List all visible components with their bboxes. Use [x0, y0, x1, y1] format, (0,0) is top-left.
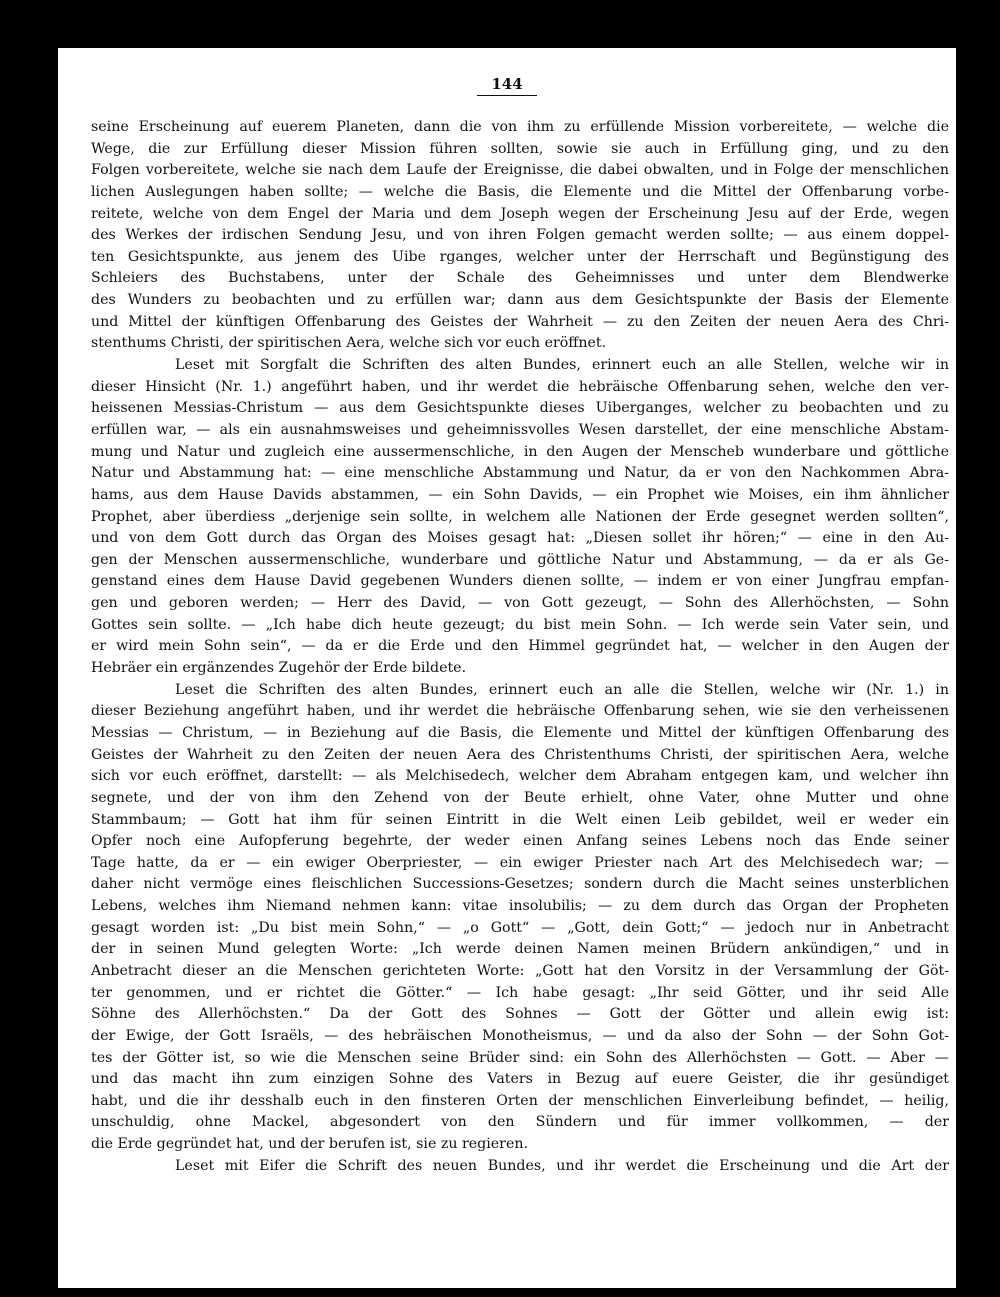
text-line: ter genommen, und er richtet die Götter.“ — Ich habe gesagt: „Ihr seid Götter, und ihr seid Alle — [91, 984, 949, 1001]
text-line: Gottes sein sollte. — „Ich habe dich heute gezeugt; du bist mein Sohn. — Ich werde sein Vater sein, und — [91, 616, 949, 633]
text-line: Folgen vorbereitete, welche sie nach dem Laufe der Ereignisse, die dabei obwalten, und in Folge der menschlichen — [91, 162, 949, 179]
text-line: stenthums Christi, der spiritischen Aera, welche sich vor euch eröffnet. — [91, 335, 607, 352]
text-line: sich vor euch eröffnet, darstellt: — als Melchisedech, welcher dem Abraham entgegen kam, und welcher ihn — [91, 768, 949, 785]
text-line: dieser Beziehung angeführt haben, und ihr werdet die hebräische Offenbarung sehen, wie sie den verheissenen — [91, 703, 949, 720]
body-text — [91, 117, 949, 1177]
document-page — [58, 48, 956, 1288]
text-line: Geistes der Wahrheit zu den Zeiten der neuen Aera des Christenthums Christi, der spiritischen Aera, welche — [91, 746, 949, 763]
text-line: Schleiers des Buchstabens, unter der Schale des Geheimnisses und unter dem Blendwerke — [91, 270, 949, 287]
text-line: habt, und die ihr desshalb euch in den finsteren Orten der menschlichen Einverleibung befindet, — heilig, — [91, 1092, 949, 1109]
text-line: gen der Menschen aussermenschliche, wunderbare und göttliche Natur und Abstammung, — da er als Ge- — [91, 551, 949, 568]
text-line: und Mittel der künftigen Offenbarung des Geistes der Wahrheit — zu den Zeiten der neuen Aera des Chri- — [91, 313, 949, 330]
text-line: Prophet, aber überdiess „derjenige sein sollte, in welchem alle Nationen der Erde gesegnet werden sollten“, — [91, 508, 949, 525]
text-line: er wird mein Sohn sein“, — da er die Erde und den Himmel gegründet hat, — welcher in den Augen der — [91, 638, 949, 655]
text-line: reitete, welche von dem Engel der Maria und dem Joseph wegen der Erscheinung Jesu auf der Erde, wegen — [91, 205, 949, 222]
text-line: dieser Hinsicht (Nr. 1.) angeführt haben, und ihr werdet die hebräische Offenbarung sehen, welche den ver- — [91, 378, 949, 395]
text-line: segnete, und der von ihm den Zehend von der Beute erhielt, ohne Vater, ohne Mutter und ohne — [91, 789, 949, 806]
paragraph-start-line: Leset die Schriften des alten Bundes, erinnert euch an alle die Stellen, welche wir (Nr. 1.) in — [175, 681, 949, 698]
text-line: gesagt worden ist: „Du bist mein Sohn,“ — „o Gott“ — „Gott, dein Gott;“ — jedoch nur in Anbetracht — [91, 919, 949, 936]
text-line: Opfer noch eine Aufopferung begehrte, der weder einen Anfang seines Lebens noch das Ende seiner — [91, 833, 949, 850]
text-line: Lebens, welches ihm Niemand nehmen kann: vitae insolubilis; — zu dem durch das Organ der Propheten — [91, 898, 949, 915]
text-line: gen und geboren werden; — Herr des David, — von Gott gezeugt, — Sohn des Allerhöchsten, — Sohn — [91, 595, 949, 612]
text-line: und von dem Gott durch das Organ des Moises gesagt hat: „Diesen sollet ihr hören;“ — eine in den Au- — [91, 530, 949, 547]
text-line: Söhne des Allerhöchsten.“ Da der Gott des Sohnes — Gott der Götter und allein ewig ist: — [91, 1006, 949, 1023]
text-line: hams, aus dem Hause Davids abstammen, — ein Sohn Davids, — ein Prophet wie Moises, ein ihm ähnlicher — [91, 486, 949, 503]
text-line: der Ewige, der Gott Israëls, — des hebräischen Monotheismus, — und da also der Sohn — der Sohn Got- — [91, 1027, 949, 1044]
text-line: der in seinen Mund gelegten Worte: „Ich werde deinen Namen meinen Brüdern ankündigen,“ und in — [91, 941, 949, 958]
text-line: Natur und Abstammung hat: — eine menschliche Abstammung und Natur, da er von den Nachkommen Abra- — [91, 465, 949, 482]
text-line: tes der Götter ist, so wie die Menschen seine Brüder sind: ein Sohn des Allerhöchsten — Gott. — Aber — — [91, 1049, 949, 1066]
text-line: ten Gesichtspunkte, aus jenem des Uibe rganges, welcher unter der Herrschaft und Begünstigung des — [91, 248, 949, 265]
text-line: Stammbaum; — Gott hat ihm für seinen Eintritt in die Welt einen Leib gebildet, weil er weder ein — [91, 811, 949, 828]
text-line: des Wunders zu beobachten und zu erfüllen war; dann aus dem Gesichtspunkte der Basis der Elemente — [91, 292, 949, 309]
text-line: mung und Natur und zugleich eine aussermenschliche, in den Augen der Menscheb wunderbare und göttliche — [91, 443, 949, 460]
text-line: Hebräer ein ergänzendes Zugehör der Erde bildete. — [91, 660, 467, 677]
text-line: die Erde gegründet hat, und der berufen ist, sie zu regieren. — [91, 1136, 529, 1153]
text-line: und das macht ihn zum einzigen Sohne des Vaters in Bezug auf euere Geister, die ihr gesündiget — [91, 1071, 949, 1088]
text-line: Wege, die zur Erfüllung dieser Mission führen sollten, sowie sie auch in Erfüllung ging, und zu den — [91, 140, 949, 157]
text-line: Anbetracht dieser an die Menschen gerichteten Worte: „Gott hat den Vorsitz in der Versammlung der Göt- — [91, 962, 949, 979]
text-line: genstand eines dem Hause David gegebenen Wunders dienen sollte, — indem er von einer Jungfrau empfan- — [91, 573, 949, 590]
text-line: lichen Auslegungen haben sollte; — welche die Basis, die Elemente und die Mittel der Offenbarung vorbe- — [91, 183, 949, 200]
page-number: 144 — [491, 75, 523, 93]
text-line: des Werkes der irdischen Sendung Jesu, und von ihren Folgen gemacht werden sollte; — aus einem doppel- — [91, 227, 949, 244]
paragraph-start-line: Leset mit Sorgfalt die Schriften des alten Bundes, erinnert euch an alle Stellen, welche wir in — [175, 357, 949, 374]
text-line: heissenen Messias-Christum — aus dem Gesichtspunkte dieses Uiberganges, welcher zu beobachten und zu — [91, 400, 949, 417]
page-number-rule — [477, 95, 537, 96]
text-line: daher nicht vermöge eines fleischlichen Successions-Gesetzes; sondern durch die Macht seines unsterblichen — [91, 876, 949, 893]
text-line: Messias — Christum, — in Beziehung auf die Basis, die Elemente und Mittel der künftigen Offenbarung des — [91, 724, 949, 741]
text-line: unschuldig, ohne Mackel, abgesondert von den Sündern und für immer vollkommen, — der — [91, 1114, 949, 1131]
text-line: Tage hatte, da er — ein ewiger Oberpriester, — ein ewiger Priester nach Art des Melchisedech war; — — [91, 854, 949, 871]
paragraph-start-line: Leset mit Eifer die Schrift des neuen Bundes, und ihr werdet die Erscheinung und die Art der — [175, 1157, 949, 1174]
text-line: seine Erscheinung auf euerem Planeten, dann die von ihm zu erfüllende Mission vorbereitete, — welche die — [91, 119, 949, 135]
text-line: erfüllen war, — als ein ausnahmsweises und geheimnissvolles Wesen darstellet, der eine menschliche Abstam- — [91, 421, 949, 438]
